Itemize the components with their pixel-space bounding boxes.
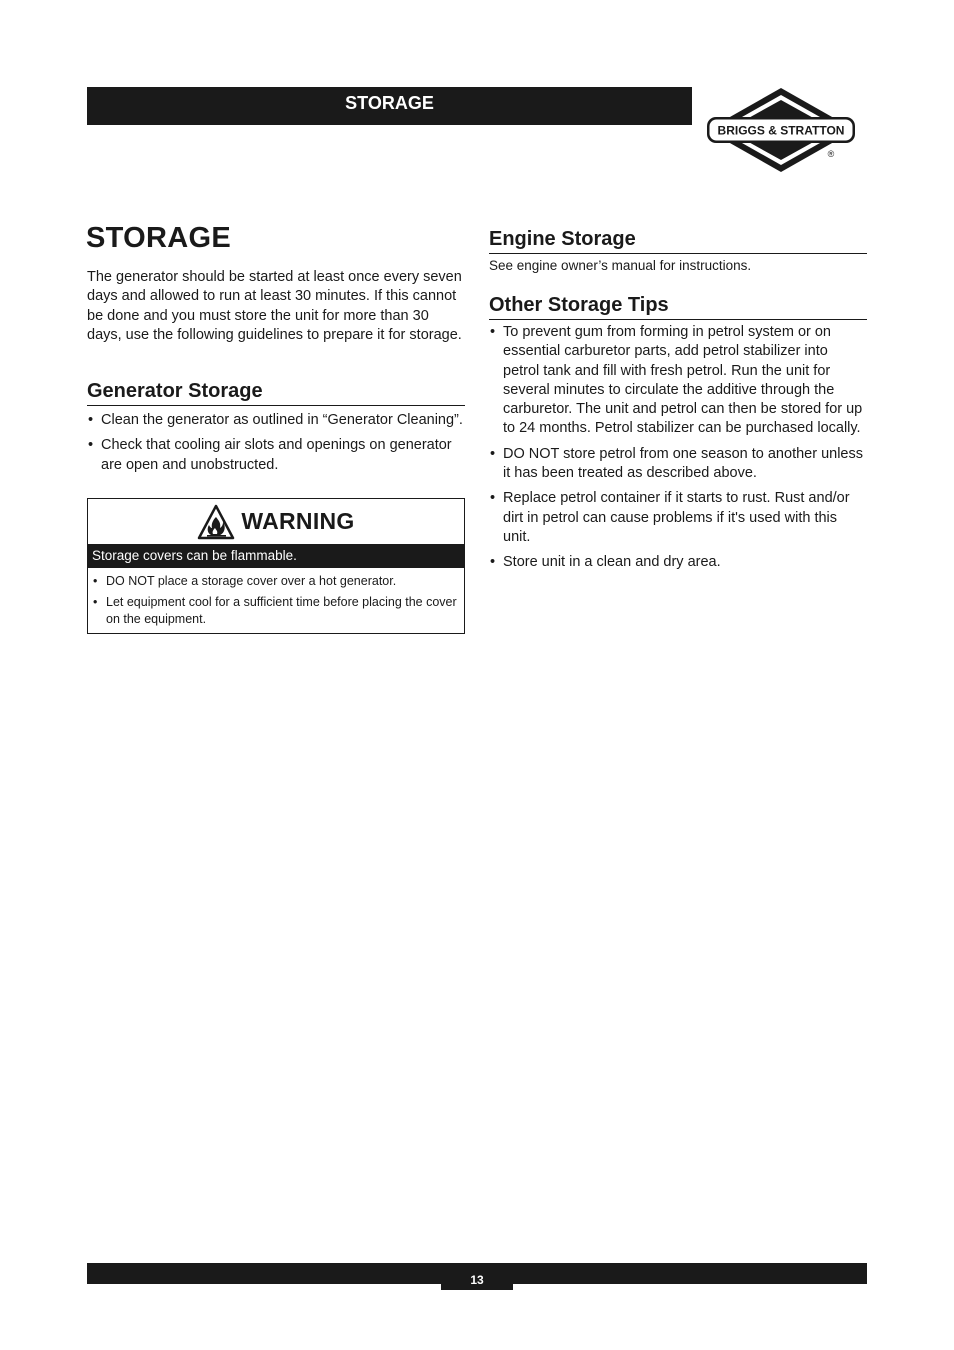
- engine-storage-text: See engine owner’s manual for instructions.: [489, 258, 752, 273]
- generator-storage-list: [87, 411, 465, 481]
- briggs-stratton-logo: [703, 86, 859, 174]
- engine-storage-heading: Engine Storage: [489, 227, 867, 254]
- list-item: • DO NOT store petrol from one season to another unless it has been treated as described above.: [489, 445, 867, 484]
- warning-label: WARNING: [241, 508, 355, 534]
- warning-header: [88, 499, 464, 544]
- list-item: • Check that cooling air slots and openings on generator are open and unobstructed.: [87, 436, 465, 475]
- page-number-tab: [441, 1263, 513, 1290]
- list-item: • Clean the generator as outlined in “Generator Cleaning”.: [87, 411, 465, 430]
- registered-mark: ®: [827, 149, 835, 159]
- other-storage-tips-list: [489, 323, 867, 579]
- logo-brand-text: BRIGGS & STRATTON: [717, 123, 845, 138]
- warning-list: [88, 568, 464, 628]
- list-item: • To prevent gum from forming in petrol system or on essential carburetor parts, add petrol stabilizer into petrol tank and fill with fresh petrol. Run the unit for several minutes to circulate the additive through the carburetor. The unit and petrol can then be stored for up to 24 months. Petrol stabilizer can be purchased locally.: [489, 323, 867, 439]
- list-item: • Let equipment cool for a sufficient time before placing the cover on the equipment.: [92, 594, 458, 628]
- page-title: STORAGE: [86, 222, 231, 254]
- list-item: • Store unit in a clean and dry area.: [489, 553, 867, 572]
- generator-storage-heading: Generator Storage: [87, 379, 465, 406]
- section-header-title: STORAGE: [345, 92, 434, 113]
- page-number: 13: [470, 1272, 484, 1287]
- fire-hazard-triangle-icon: [197, 504, 235, 540]
- warning-hazard-bar: [88, 544, 464, 568]
- list-item: • DO NOT place a storage cover over a hot generator.: [92, 573, 458, 590]
- intro-paragraph: The generator should be started at least once every seven days and allowed to run at least 30 minutes. If this cannot be done and you must store the unit for more than 30 days, use the following guidelines to prepare it for storage.: [87, 269, 462, 343]
- list-item: • Replace petrol container if it starts to rust. Rust and/or dirt in petrol can cause problems if it's used with this unit.: [489, 489, 867, 547]
- warning-box: [87, 498, 465, 634]
- section-header-bar: [87, 87, 692, 125]
- warning-hazard-text: Storage covers can be flammable.: [92, 548, 297, 563]
- other-storage-tips-heading: Other Storage Tips: [489, 293, 867, 320]
